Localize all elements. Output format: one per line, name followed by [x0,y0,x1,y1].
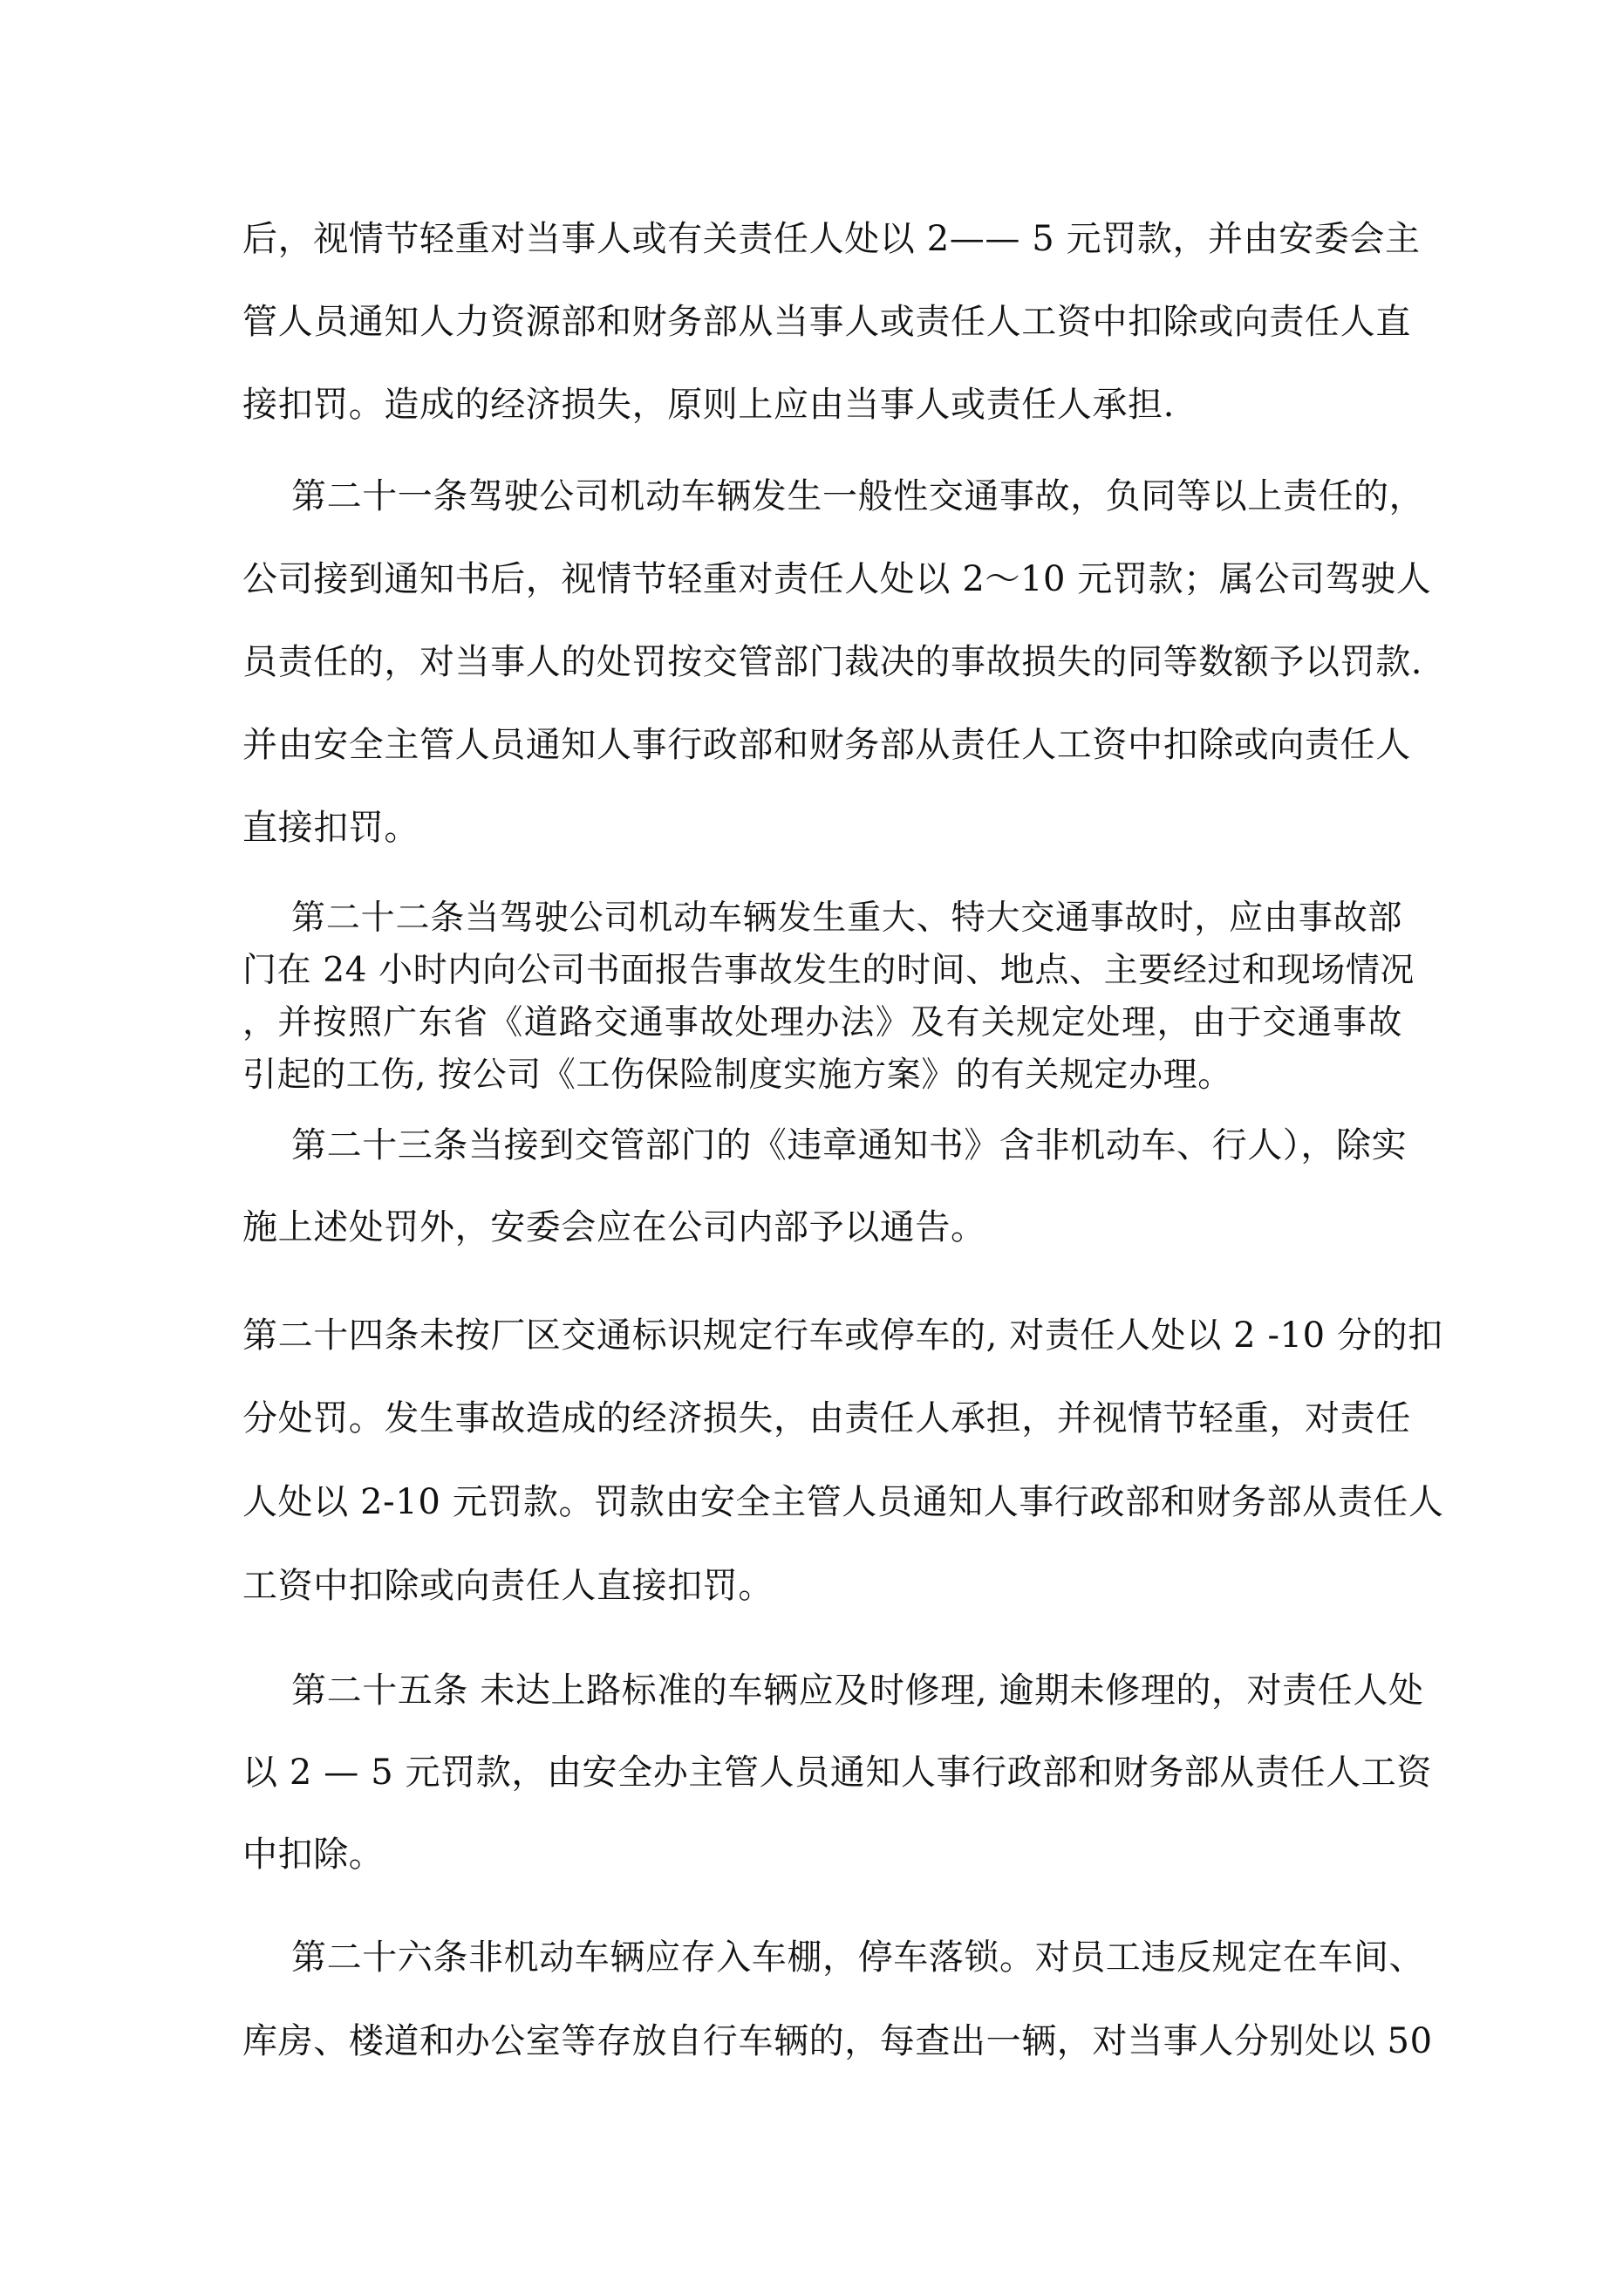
text-line: 中扣除。 [242,1835,385,1875]
text-line: 第二十四条未按厂区交通标识规定行车或停车的, 对责任人处以 2 -10 分的扣 [242,1315,1443,1356]
text-line: 并由安全主管人员通知人事行政部和财务部从责任人工资中扣除或向责任人 [242,725,1411,765]
text-line: 后，视情节轻重对当事人或有关责任人处以 2—— 5 元罚款，并由安委会主 [242,219,1421,259]
text-line: 人处以 2-10 元罚款。罚款由安全主管人员通知人事行政部和财务部从责任人 [242,1482,1444,1522]
text-line: 接扣罚。造成的经济损失，原则上应由当事人或责任人承担. [242,385,1175,425]
text-line: 第二十三条当接到交管部门的《违章通知书》含非机动车、行人），除实 [291,1125,1408,1165]
text-line: 第二十五条 未达上路标准的车辆应及时修理, 逾期未修理的，对责任人处 [291,1671,1424,1711]
text-line: 工资中扣除或向责任人直接扣罚。 [242,1566,774,1606]
text-line: 库房、楼道和办公室等存放自行车辆的，每查出一辆，对当事人分别处以 50 [242,2021,1433,2061]
text-line: 施上述处罚外，安委会应在公司内部予以通告。 [242,1207,986,1247]
text-line: 第二十六条非机动车辆应存入车棚，停车落锁。对员工违反规定在车间、 [291,1937,1425,1978]
text-line: ，并按照广东省《道路交通事故处理办法》及有关规定处理，由于交通事故 [242,1003,1402,1042]
text-line: 以 2 — 5 元罚款，由安全办主管人员通知人事行政部和财务部从责任人工资 [242,1753,1432,1793]
text-line: 门在 24 小时内向公司书面报告事故发生的时间、地点、主要经过和现场情况 [242,951,1415,990]
text-line: 第二十一条驾驶公司机动车辆发生一般性交通事故，负同等以上责任的， [291,476,1425,516]
text-line: 引起的工伤, 按公司《工伤保险制度实施方案》的有关规定办理。 [242,1056,1232,1095]
text-line: 公司接到通知书后，视情节轻重对责任人处以 2〜10 元罚款；属公司驾驶人 [242,559,1432,599]
text-line: 第二十二条当驾驶公司机动车辆发生重大、特大交通事故时，应由事故部 [291,899,1402,938]
text-line: 管人员通知人力资源部和财务部从当事人或责任人工资中扣除或向责任人直 [242,302,1411,342]
text-line: 分处罚。发生事故造成的经济损失，由责任人承担，并视情节轻重，对责任 [242,1398,1411,1438]
text-line: 直接扣罚。 [242,808,419,848]
text-line: 员责任的，对当事人的处罚按交管部门裁决的事故损失的同等数额予以罚款. [242,642,1423,682]
